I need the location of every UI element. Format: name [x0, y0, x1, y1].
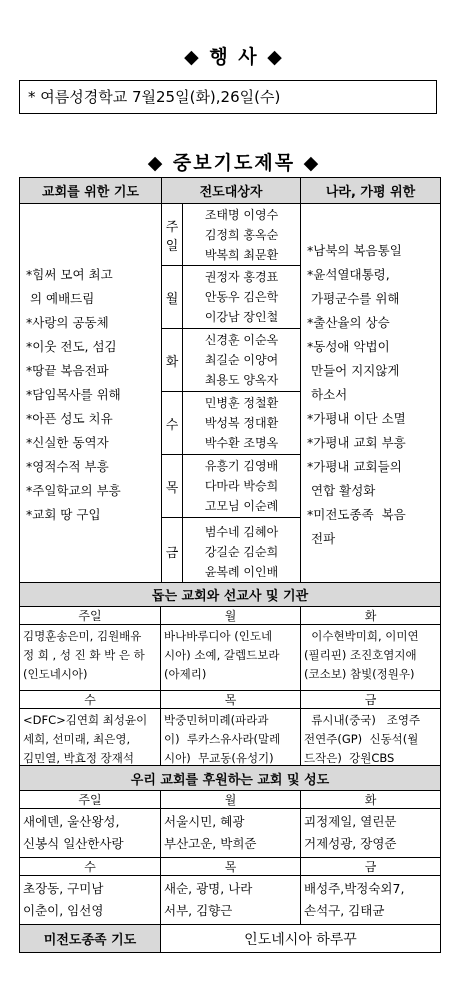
day-header: 수 — [20, 691, 161, 709]
day-header: 월 — [161, 607, 301, 625]
mission-cell: 박중민허미례(파라과 이) 루카스유사라(말레 시아) 무교동(유성기) — [161, 709, 301, 775]
list-item: *교회 땅 구입 — [26, 506, 101, 522]
unreached-value: 인도네시아 하루꾸 — [161, 925, 441, 953]
mission-cell: 김명훈송은미, 김원배유 정 희 , 성 진 화 박 은 하 (인도네시아) — [20, 625, 161, 691]
list-item: *신실한 동역자 — [26, 434, 109, 450]
supporter-cell: 새에덴, 울산왕성, 신봉식 일산한사랑 — [20, 809, 161, 858]
list-item: 가평군수를 위해 — [307, 290, 400, 306]
day-header: 주일 — [20, 607, 161, 625]
missions-title: 돕는 교회와 선교사 및 기관 — [20, 583, 441, 607]
list-item: *남북의 복음통일 — [307, 242, 402, 258]
list-item: *힘써 모여 최고 — [26, 266, 113, 282]
list-item: *가평내 교회 부흥 — [307, 434, 406, 450]
unreached-label: 미전도종족 기도 — [20, 925, 161, 953]
day-label: 주일 — [162, 204, 183, 266]
list-item: 만들어 지지않게 — [307, 362, 400, 378]
day-label: 화 — [162, 329, 183, 392]
day-label: 수 — [162, 392, 183, 455]
supporter-cell: 초장동, 구미남 이춘이, 임선영 — [20, 876, 161, 925]
day-header: 화 — [301, 607, 441, 625]
day-header: 수 — [20, 858, 161, 876]
evangelism-names: 유흥기 김영배 다마라 박승희 고모님 이순례 — [183, 455, 301, 518]
list-item: *윤석열대통령, — [307, 266, 390, 282]
evangelism-names: 조태명 이영수 김정희 홍옥순 박복희 최문환 — [183, 204, 301, 266]
list-item: *땅끝 복음전파 — [26, 362, 109, 378]
church-prayer-list — [20, 204, 162, 586]
list-item: *주일학교의 부흥 — [26, 482, 121, 498]
day-label: 금 — [162, 518, 183, 586]
event-box: * 여름성경학교 7월25일(화),26일(수) — [19, 80, 437, 114]
event-title: ◆ 행 사 ◆ — [184, 46, 284, 68]
list-item: *출산율의 상승 — [307, 314, 390, 330]
evangelism-names: 권정자 홍경표 안동우 김은학 이강남 장인철 — [183, 266, 301, 329]
evangelism-names: 범수네 김혜아 강길순 김순희 윤복례 이인배 — [183, 518, 301, 586]
list-item: *아픈 성도 치유 — [26, 410, 113, 426]
list-item: *미전도종족 복음 — [307, 506, 406, 522]
mission-cell: 이수현박미희, 이미연 (필리핀) 조진호염지애 (코소보) 참빛(정원우) — [301, 625, 441, 691]
day-label: 월 — [162, 266, 183, 329]
mission-cell: <DFC>김연희 최성윤이 세희, 선미래, 최은영, 김민열, 박효정 장재석 — [20, 709, 161, 775]
day-header: 금 — [301, 858, 441, 876]
supporter-cell: 서울시민, 혜광 부산고운, 박희준 — [161, 809, 301, 858]
list-item: 연합 활성화 — [307, 482, 376, 498]
day-header: 화 — [301, 791, 441, 809]
list-item: *영적수적 부흥 — [26, 458, 109, 474]
list-item: 하소서 — [307, 386, 348, 402]
supporters-title: 우리 교회를 후원하는 교회 및 성도 — [20, 766, 441, 791]
day-header: 목 — [161, 858, 301, 876]
prayer-table — [19, 177, 441, 586]
supporter-cell: 괴정제일, 열린문 거제성광, 장영준 — [301, 809, 441, 858]
mission-cell: 바나바루디아 (인도네 시아) 소예, 갈렙드보라 (아제리) — [161, 625, 301, 691]
list-item: *가평내 이단 소멸 — [307, 410, 406, 426]
supporter-cell: 새순, 광명, 나라 서부, 김향근 — [161, 876, 301, 925]
list-item: *사랑의 공동체 — [26, 314, 109, 330]
evangelism-names: 민병훈 정철환 박성복 정대환 박수환 조명옥 — [183, 392, 301, 455]
list-item: *이웃 전도, 섬김 — [26, 338, 117, 354]
day-header: 금 — [301, 691, 441, 709]
day-header: 주일 — [20, 791, 161, 809]
list-item: 의 예배드림 — [26, 290, 95, 306]
day-header: 월 — [161, 791, 301, 809]
list-item: 전파 — [307, 530, 336, 546]
prayer-title: ◆ 중보기도제목 ◆ — [147, 152, 321, 174]
supporter-cell: 배성주,박정숙외7, 손석구, 김태균 — [301, 876, 441, 925]
evangelism-names: 신경훈 이순옥 최길순 이양여 최용도 양옥자 — [183, 329, 301, 392]
header-evangelism: 전도대상자 — [162, 178, 301, 204]
list-item: *동성애 악법이 — [307, 338, 390, 354]
nation-prayer-list — [301, 204, 441, 586]
header-church: 교회를 위한 기도 — [20, 178, 162, 204]
day-label: 목 — [162, 455, 183, 518]
mission-cell: 류시내(중국) 조영주 전연주(GP) 신동석(월 드작은) 강원CBS — [301, 709, 441, 775]
list-item: *담임목사를 위해 — [26, 386, 121, 402]
missions-table — [19, 582, 441, 775]
supporters-table — [19, 765, 441, 953]
list-item: *가평내 교회들의 — [307, 458, 402, 474]
header-nation: 나라, 가평 위한 — [301, 178, 441, 204]
day-header: 목 — [161, 691, 301, 709]
